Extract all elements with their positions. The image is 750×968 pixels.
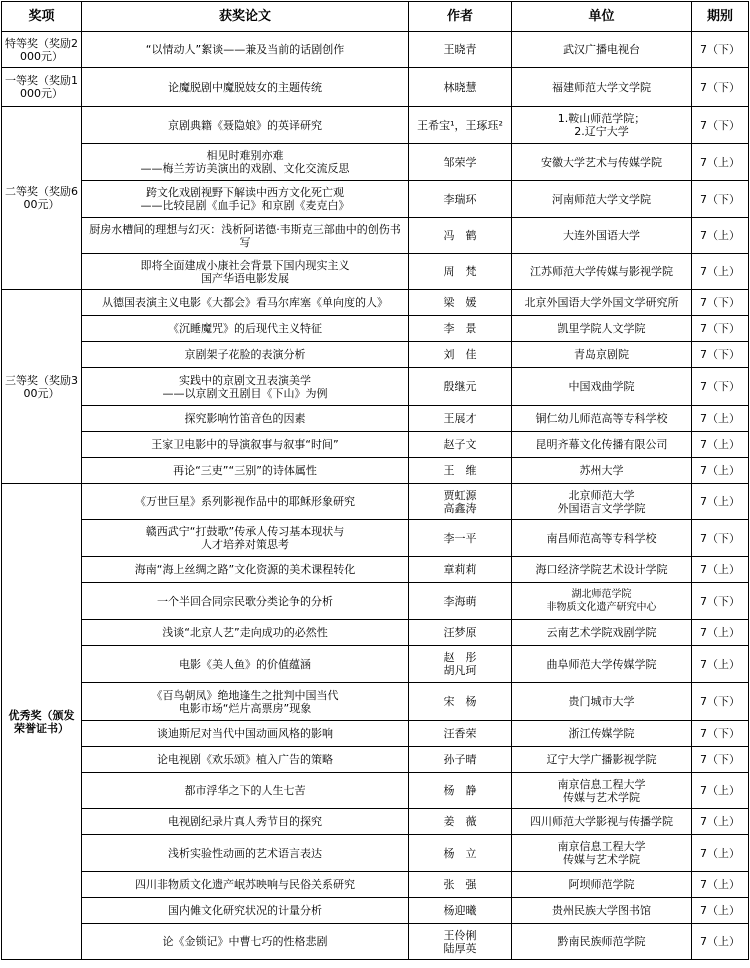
table-row bbox=[2, 872, 749, 898]
paper-title-cell: 跨文化戏剧视野下解读中西方文化死亡观 ——比较昆剧《血手记》和京剧《麦克白》 bbox=[82, 181, 409, 218]
table-row bbox=[2, 484, 749, 520]
paper-title-cell: 论魔脱剧中魔脱妓女的主题传统 bbox=[82, 68, 409, 107]
paper-title-cell: 电视剧纪录片真人秀节目的探究 bbox=[82, 809, 409, 835]
award-level-cell: 二等奖（奖励600元） bbox=[2, 107, 82, 290]
issue-cell: 7（下） bbox=[692, 316, 749, 342]
author-cell: 汪梦原 bbox=[409, 620, 512, 646]
table-row bbox=[2, 620, 749, 646]
author-cell: 章莉莉 bbox=[409, 557, 512, 583]
table-row bbox=[2, 368, 749, 406]
issue-cell: 7（下） bbox=[692, 683, 749, 721]
header-row bbox=[2, 2, 749, 32]
paper-title-cell: 京剧典籍《聂隐娘》的英译研究 bbox=[82, 107, 409, 144]
paper-title-cell: 实践中的京剧文丑表演美学 ——以京剧文丑剧目《下山》为例 bbox=[82, 368, 409, 406]
table-row bbox=[2, 683, 749, 721]
table-row bbox=[2, 32, 749, 68]
paper-title-cell: 都市浮华之下的人生七苦 bbox=[82, 773, 409, 809]
unit-cell: 昆明齐幕文化传播有限公司 bbox=[512, 432, 692, 458]
paper-title-cell: 厨房水槽间的理想与幻灭：浅析阿诺德·韦斯克三部曲中的创伤书写 bbox=[82, 218, 409, 254]
issue-cell: 7（上） bbox=[692, 484, 749, 520]
table-row bbox=[2, 254, 749, 290]
paper-title-cell: 再论“三吏”“三别”的诗体属性 bbox=[82, 458, 409, 484]
issue-cell: 7（上） bbox=[692, 835, 749, 872]
author-cell: 梁 媛 bbox=[409, 290, 512, 316]
issue-cell: 7（下） bbox=[692, 583, 749, 620]
author-cell: 林晓慧 bbox=[409, 68, 512, 107]
paper-title-cell: 赣西武宁“打鼓歌”传承人传习基本现状与 人才培养对策思考 bbox=[82, 520, 409, 557]
issue-cell: 7（下） bbox=[692, 32, 749, 68]
issue-cell: 7（下） bbox=[692, 368, 749, 406]
author-cell: 孙子晴 bbox=[409, 747, 512, 773]
issue-cell: 7（上） bbox=[692, 620, 749, 646]
author-cell: 汪香荣 bbox=[409, 721, 512, 747]
author-cell: 赵 彤 胡凡珂 bbox=[409, 646, 512, 683]
table-row bbox=[2, 406, 749, 432]
unit-cell: 铜仁幼儿师范高等专科学校 bbox=[512, 406, 692, 432]
header-author: 作者 bbox=[409, 2, 512, 32]
unit-cell: 福建师范大学文学院 bbox=[512, 68, 692, 107]
paper-title-cell: 京剧架子花脸的表演分析 bbox=[82, 342, 409, 368]
table-row bbox=[2, 316, 749, 342]
paper-title-cell: 浅析实验性动画的艺术语言表达 bbox=[82, 835, 409, 872]
paper-title-cell: 电影《美人鱼》的价值蕴涵 bbox=[82, 646, 409, 683]
paper-title-cell: 浅谈“北京人艺”走向成功的必然性 bbox=[82, 620, 409, 646]
author-cell: 宋 杨 bbox=[409, 683, 512, 721]
paper-title-cell: 论电视剧《欢乐颂》植入广告的策略 bbox=[82, 747, 409, 773]
author-cell: 王晓青 bbox=[409, 32, 512, 68]
unit-cell: 大连外国语大学 bbox=[512, 218, 692, 254]
paper-title-cell: 国内傩文化研究状况的计量分析 bbox=[82, 898, 409, 924]
unit-cell: 中国戏曲学院 bbox=[512, 368, 692, 406]
paper-title-cell: 探究影响竹笛音色的因素 bbox=[82, 406, 409, 432]
table-row bbox=[2, 520, 749, 557]
author-cell: 王展才 bbox=[409, 406, 512, 432]
unit-cell: 安徽大学艺术与传媒学院 bbox=[512, 144, 692, 181]
unit-cell: 凯里学院人文学院 bbox=[512, 316, 692, 342]
author-cell: 张 强 bbox=[409, 872, 512, 898]
unit-cell: 阿坝师范学院 bbox=[512, 872, 692, 898]
paper-title-cell: “以情动人”絮谈——兼及当前的话剧创作 bbox=[82, 32, 409, 68]
issue-cell: 7（上） bbox=[692, 218, 749, 254]
author-cell: 周 梵 bbox=[409, 254, 512, 290]
issue-cell: 7（上） bbox=[692, 646, 749, 683]
unit-cell: 江苏师范大学传媒与影视学院 bbox=[512, 254, 692, 290]
unit-cell: 四川师范大学影视与传播学院 bbox=[512, 809, 692, 835]
paper-title-cell: 《沉睡魔咒》的后现代主义特征 bbox=[82, 316, 409, 342]
header-award: 奖项 bbox=[2, 2, 82, 32]
issue-cell: 7（上） bbox=[692, 809, 749, 835]
table-row bbox=[2, 144, 749, 181]
awards-body bbox=[2, 32, 749, 960]
awards-table bbox=[1, 1, 749, 960]
table-row bbox=[2, 898, 749, 924]
unit-cell: 黔南民族师范学院 bbox=[512, 924, 692, 960]
table-row bbox=[2, 68, 749, 107]
header-title: 获奖论文 bbox=[82, 2, 409, 32]
paper-title-cell: 论《金锁记》中曹七巧的性格悲剧 bbox=[82, 924, 409, 960]
author-cell: 刘 佳 bbox=[409, 342, 512, 368]
award-level-cell: 三等奖（奖励300元） bbox=[2, 290, 82, 484]
author-cell: 姜 薇 bbox=[409, 809, 512, 835]
table-row bbox=[2, 809, 749, 835]
unit-cell: 河南师范大学文学院 bbox=[512, 181, 692, 218]
header-unit: 单位 bbox=[512, 2, 692, 32]
unit-cell: 南京信息工程大学 传媒与艺术学院 bbox=[512, 835, 692, 872]
unit-cell: 武汉广播电视台 bbox=[512, 32, 692, 68]
issue-cell: 7（上） bbox=[692, 773, 749, 809]
author-cell: 李 景 bbox=[409, 316, 512, 342]
issue-cell: 7（下） bbox=[692, 181, 749, 218]
unit-cell: 青岛京剧院 bbox=[512, 342, 692, 368]
issue-cell: 7（上） bbox=[692, 458, 749, 484]
table-row bbox=[2, 218, 749, 254]
table-row bbox=[2, 557, 749, 583]
issue-cell: 7（上） bbox=[692, 557, 749, 583]
author-cell: 邹荣学 bbox=[409, 144, 512, 181]
issue-cell: 7（上） bbox=[692, 432, 749, 458]
paper-title-cell: 《百鸟朝凤》绝地逢生之批判中国当代 电影市场“烂片高票房”现象 bbox=[82, 683, 409, 721]
table-row bbox=[2, 458, 749, 484]
unit-cell: 浙江传媒学院 bbox=[512, 721, 692, 747]
issue-cell: 7（上） bbox=[692, 924, 749, 960]
paper-title-cell: 从德国表演主义电影《大都会》看马尔库塞《单向度的人》 bbox=[82, 290, 409, 316]
table-row bbox=[2, 721, 749, 747]
award-level-cell: 优秀奖（颁发荣誉证书） bbox=[2, 484, 82, 960]
table-row bbox=[2, 107, 749, 144]
paper-title-cell: 谈迪斯尼对当代中国动画风格的影响 bbox=[82, 721, 409, 747]
table-row bbox=[2, 583, 749, 620]
issue-cell: 7（下） bbox=[692, 342, 749, 368]
table-row bbox=[2, 747, 749, 773]
author-cell: 赵子文 bbox=[409, 432, 512, 458]
author-cell: 杨迎曦 bbox=[409, 898, 512, 924]
issue-cell: 7（上） bbox=[692, 898, 749, 924]
table-row bbox=[2, 432, 749, 458]
unit-cell: 南京信息工程大学 传媒与艺术学院 bbox=[512, 773, 692, 809]
paper-title-cell: 《万世巨星》系列影视作品中的耶稣形象研究 bbox=[82, 484, 409, 520]
paper-title-cell: 一个半回合同宗民歌分类论争的分析 bbox=[82, 583, 409, 620]
table-row bbox=[2, 773, 749, 809]
author-cell: 李瑞环 bbox=[409, 181, 512, 218]
author-cell: 李海萌 bbox=[409, 583, 512, 620]
author-cell: 冯 鹤 bbox=[409, 218, 512, 254]
issue-cell: 7（上） bbox=[692, 406, 749, 432]
award-level-cell: 特等奖（奖励2000元） bbox=[2, 32, 82, 68]
unit-cell: 1.鞍山师范学院； 2.辽宁大学 bbox=[512, 107, 692, 144]
author-cell: 王希宝¹，王琢珏² bbox=[409, 107, 512, 144]
unit-cell: 云南艺术学院戏剧学院 bbox=[512, 620, 692, 646]
header-issue: 期别 bbox=[692, 2, 749, 32]
author-cell: 李一平 bbox=[409, 520, 512, 557]
unit-cell: 南昌师范高等专科学校 bbox=[512, 520, 692, 557]
issue-cell: 7（下） bbox=[692, 68, 749, 107]
unit-cell: 海口经济学院艺术设计学院 bbox=[512, 557, 692, 583]
unit-cell: 贵州民族大学图书馆 bbox=[512, 898, 692, 924]
author-cell: 王 维 bbox=[409, 458, 512, 484]
unit-cell: 曲阜师范大学传媒学院 bbox=[512, 646, 692, 683]
paper-title-cell: 四川非物质文化遗产岷苏映响与民俗关系研究 bbox=[82, 872, 409, 898]
author-cell: 杨 立 bbox=[409, 835, 512, 872]
table-row bbox=[2, 646, 749, 683]
paper-title-cell: 海南“海上丝绸之路”文化资源的美术课程转化 bbox=[82, 557, 409, 583]
issue-cell: 7（下） bbox=[692, 290, 749, 316]
table-row bbox=[2, 290, 749, 316]
award-level-cell: 一等奖（奖励1000元） bbox=[2, 68, 82, 107]
table-row bbox=[2, 181, 749, 218]
author-cell: 王伶俐 陆厚英 bbox=[409, 924, 512, 960]
unit-cell: 北京外国语大学外国文学研究所 bbox=[512, 290, 692, 316]
author-cell: 杨 静 bbox=[409, 773, 512, 809]
paper-title-cell: 相见时难别亦难 ——梅兰芳访美演出的戏剧、文化交流反思 bbox=[82, 144, 409, 181]
issue-cell: 7（上） bbox=[692, 144, 749, 181]
issue-cell: 7（上） bbox=[692, 254, 749, 290]
issue-cell: 7（下） bbox=[692, 107, 749, 144]
table-row bbox=[2, 835, 749, 872]
paper-title-cell: 王家卫电影中的导演叙事与叙事“时间” bbox=[82, 432, 409, 458]
table-row bbox=[2, 342, 749, 368]
issue-cell: 7（下） bbox=[692, 520, 749, 557]
unit-cell: 北京师范大学 外国语言文学学院 bbox=[512, 484, 692, 520]
table-row bbox=[2, 924, 749, 960]
issue-cell: 7（下） bbox=[692, 747, 749, 773]
unit-cell: 贵门城市大学 bbox=[512, 683, 692, 721]
issue-cell: 7（上） bbox=[692, 872, 749, 898]
unit-cell: 湖北师范学院 非物质文化遗产研究中心 bbox=[512, 583, 692, 620]
author-cell: 殷继元 bbox=[409, 368, 512, 406]
unit-cell: 苏州大学 bbox=[512, 458, 692, 484]
unit-cell: 辽宁大学广播影视学院 bbox=[512, 747, 692, 773]
author-cell: 贾虹源 高鑫涛 bbox=[409, 484, 512, 520]
paper-title-cell: 即将全面建成小康社会背景下国内现实主义 国产华语电影发展 bbox=[82, 254, 409, 290]
issue-cell: 7（下） bbox=[692, 721, 749, 747]
